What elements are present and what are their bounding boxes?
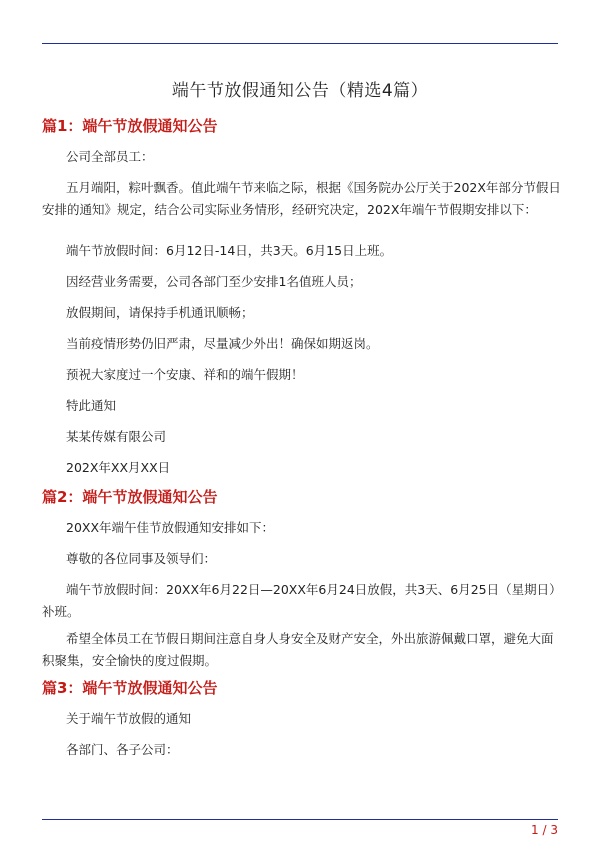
footer-rule bbox=[42, 819, 558, 820]
header-rule bbox=[42, 43, 558, 44]
paragraph: 关于端午节放假的通知 bbox=[66, 711, 192, 726]
paragraph: 端午节放假时间：20XX年6月22日—20XX年6月24日放假，共3天、6月25日（星期日）补班。 bbox=[42, 582, 562, 619]
page-number: 1 / 3 bbox=[531, 823, 558, 837]
paragraph: 公司全部员工： bbox=[66, 149, 154, 164]
paragraph: 202X年XX月XX日 bbox=[66, 460, 171, 475]
paragraph: 预祝大家度过一个安康、祥和的端午假期！ bbox=[66, 367, 304, 382]
paragraph: 特此通知 bbox=[66, 398, 117, 413]
paragraph: 尊敬的各位同事及领导们： bbox=[66, 551, 217, 566]
paragraph: 因经营业务需要，公司各部门至少安排1名值班人员； bbox=[66, 274, 362, 289]
paragraph: 当前疫情形势仍旧严肃，尽量减少外出！确保如期返岗。 bbox=[66, 336, 379, 351]
section-heading: 篇2：端午节放假通知公告 bbox=[42, 488, 218, 506]
section-heading: 篇3：端午节放假通知公告 bbox=[42, 679, 218, 697]
paragraph: 20XX年端午佳节放假通知安排如下： bbox=[66, 520, 275, 535]
document-title: 端午节放假通知公告（精选4篇） bbox=[171, 81, 429, 101]
paragraph: 五月端阳，粽叶飘香。值此端午节来临之际，根据《国务院办公厅关于202X年部分节假日安排的通知》规定，结合公司实际业务情形，经研究决定，202X年端午节假期安排以下： bbox=[42, 180, 561, 217]
paragraph: 各部门、各子公司： bbox=[66, 742, 179, 757]
paragraph: 端午节放假时间：6月12日-14日，共3天。6月15日上班。 bbox=[66, 243, 393, 258]
paragraph: 放假期间，请保持手机通讯顺畅； bbox=[66, 305, 254, 320]
paragraph: 希望全体员工在节假日期间注意自身人身安全及财产安全，外出旅游佩戴口罩，避免大面积聚集，安全愉快的度过假期。 bbox=[42, 631, 554, 668]
section-heading: 篇1：端午节放假通知公告 bbox=[42, 117, 218, 135]
paragraph: 某某传媒有限公司 bbox=[66, 429, 167, 444]
